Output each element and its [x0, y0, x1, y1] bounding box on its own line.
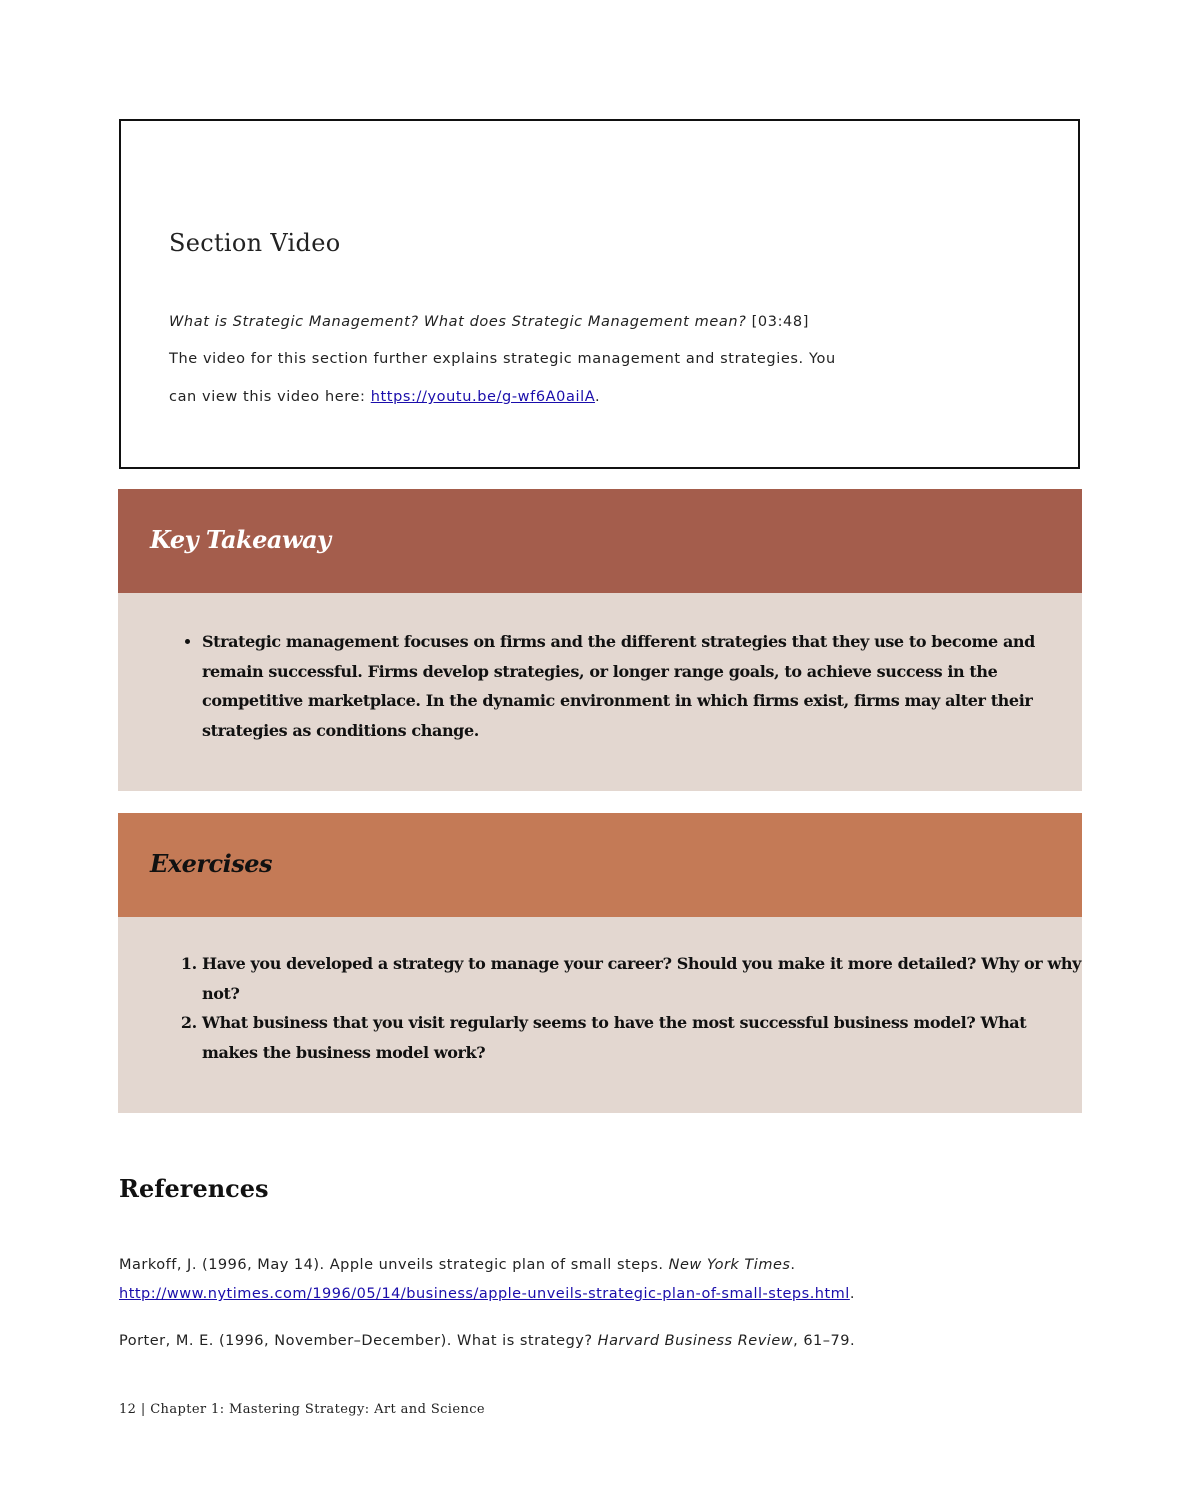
video-description-line1: The video for this section further explains strategic management and strategies. You — [169, 351, 836, 367]
reference-markoff-punct: . — [790, 1257, 796, 1273]
reference-markoff-source: New York Times — [668, 1257, 791, 1273]
reference-porter — [119, 1333, 855, 1349]
key-takeaway-item: • Strategic management focuses on firms and the different strategies that they use to become and remain successful. Firms develop strategies, or longer range goals, to achieve success in the competitive marketplace. In the dynamic environment in which firms exist, firms may alter their strategies as conditions change. — [202, 627, 1082, 745]
exercises-heading: Exercises — [150, 849, 273, 878]
key-takeaway-body — [118, 593, 1082, 791]
chapter-title: Chapter 1: Mastering Strategy: Art and Science — [150, 1402, 486, 1417]
reference-markoff — [119, 1257, 796, 1273]
section-video-title: Section Video — [169, 229, 341, 257]
footer-separator: | — [136, 1402, 151, 1417]
reference-porter-end: , 61–79. — [793, 1333, 856, 1349]
reference-markoff-link-line — [119, 1286, 855, 1302]
exercises-list — [170, 949, 1082, 1067]
references-heading: References — [119, 1174, 269, 1203]
exercises-header — [118, 813, 1082, 917]
video-duration: [03:48] — [746, 314, 809, 330]
video-description-suffix: . — [595, 389, 601, 405]
page-number: 12 — [119, 1402, 137, 1417]
key-takeaway-heading: Key Takeaway — [150, 525, 331, 554]
reference-porter-source: Harvard Business Review — [597, 1333, 794, 1349]
page-footer — [119, 1402, 485, 1417]
video-title: What is Strategic Management? What does Strategic Management mean? — [169, 314, 747, 330]
key-takeaway-header — [118, 489, 1082, 593]
reference-markoff-link[interactable]: http://www.nytimes.com/1996/05/14/business/apple-unveils-strategic-plan-of-small-steps.html — [119, 1286, 850, 1302]
exercise-item: 1. Have you developed a strategy to manage your career? Should you make it more detailed? Why or why not? — [202, 949, 1082, 1008]
key-takeaway-callout — [118, 489, 1082, 791]
video-link[interactable]: https://youtu.be/g-wf6A0ailA — [370, 389, 596, 405]
video-description-line2 — [169, 389, 600, 405]
reference-porter-text: Porter, M. E. (1996, November–December). What is strategy? — [119, 1333, 598, 1349]
exercises-callout — [118, 813, 1082, 1113]
video-title-line — [169, 314, 809, 330]
reference-markoff-link-end: . — [849, 1286, 855, 1302]
section-video-box — [119, 119, 1080, 469]
key-takeaway-list — [170, 627, 1082, 745]
reference-markoff-text: Markoff, J. (1996, May 14). Apple unveils strategic plan of small steps. — [119, 1257, 669, 1273]
exercise-item: 2. What business that you visit regularly seems to have the most successful business model? What makes the business model work? — [202, 1008, 1082, 1067]
exercises-body — [118, 917, 1082, 1113]
video-description-prefix: can view this video here: — [169, 389, 371, 405]
